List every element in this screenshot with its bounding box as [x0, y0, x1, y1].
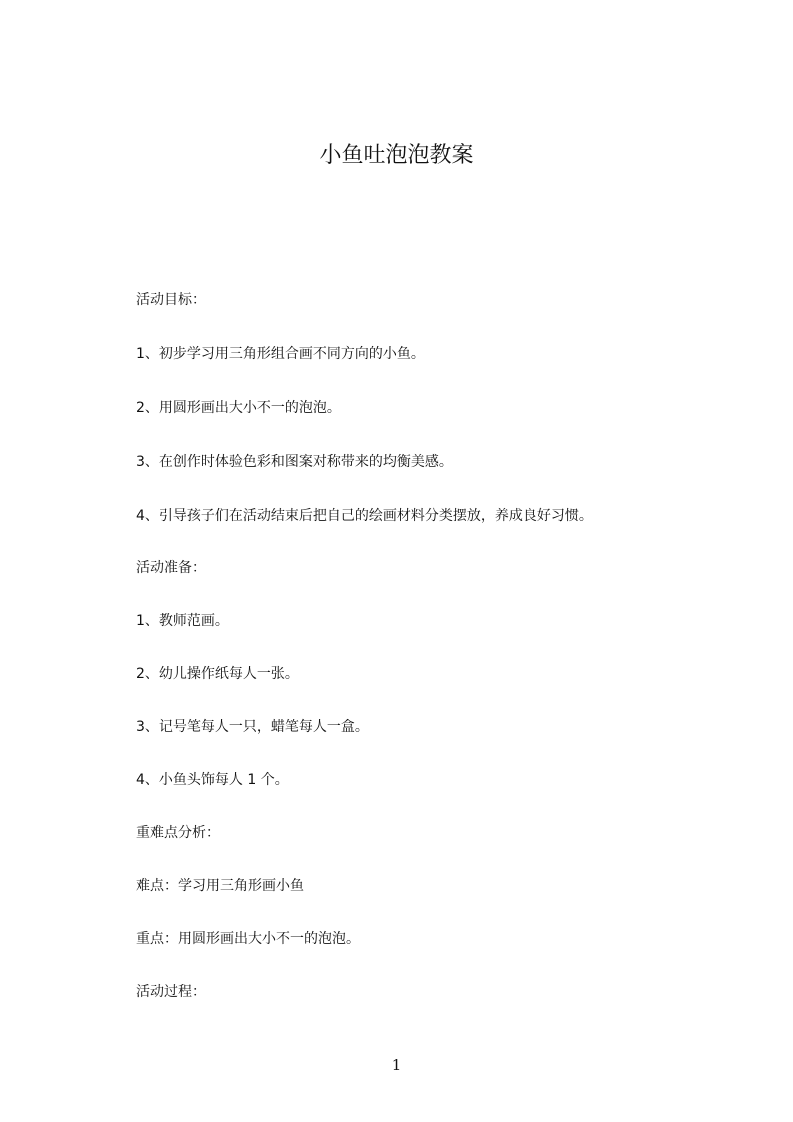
- goal-item-1: 1、初步学习用三角形组合画不同方向的小鱼。: [136, 346, 425, 362]
- analysis-difficulty: 难点：学习用三角形画小鱼: [136, 878, 304, 894]
- preparation-item-3: 3、记号笔每人一只，蜡笔每人一盒。: [136, 719, 369, 735]
- goal-item-2: 2、用圆形画出大小不一的泡泡。: [136, 400, 341, 416]
- section-heading-process: 活动过程：: [136, 984, 206, 1000]
- section-heading-analysis: 重难点分析：: [136, 825, 220, 841]
- analysis-key-point: 重点：用圆形画出大小不一的泡泡。: [136, 931, 360, 947]
- page-number: 1: [391, 1056, 402, 1074]
- section-heading-preparation: 活动准备：: [136, 560, 206, 576]
- section-heading-goals: 活动目标：: [136, 292, 206, 308]
- goal-item-4: 4、引导孩子们在活动结束后把自己的绘画材料分类摆放，养成良好习惯。: [136, 508, 593, 524]
- preparation-item-4: 4、小鱼头饰每人 1 个。: [136, 772, 289, 788]
- preparation-item-2: 2、幼儿操作纸每人一张。: [136, 666, 299, 682]
- document-title: 小鱼吐泡泡教案: [319, 143, 474, 168]
- preparation-item-1: 1、教师范画。: [136, 613, 229, 629]
- goal-item-3: 3、在创作时体验色彩和图案对称带来的均衡美感。: [136, 454, 453, 470]
